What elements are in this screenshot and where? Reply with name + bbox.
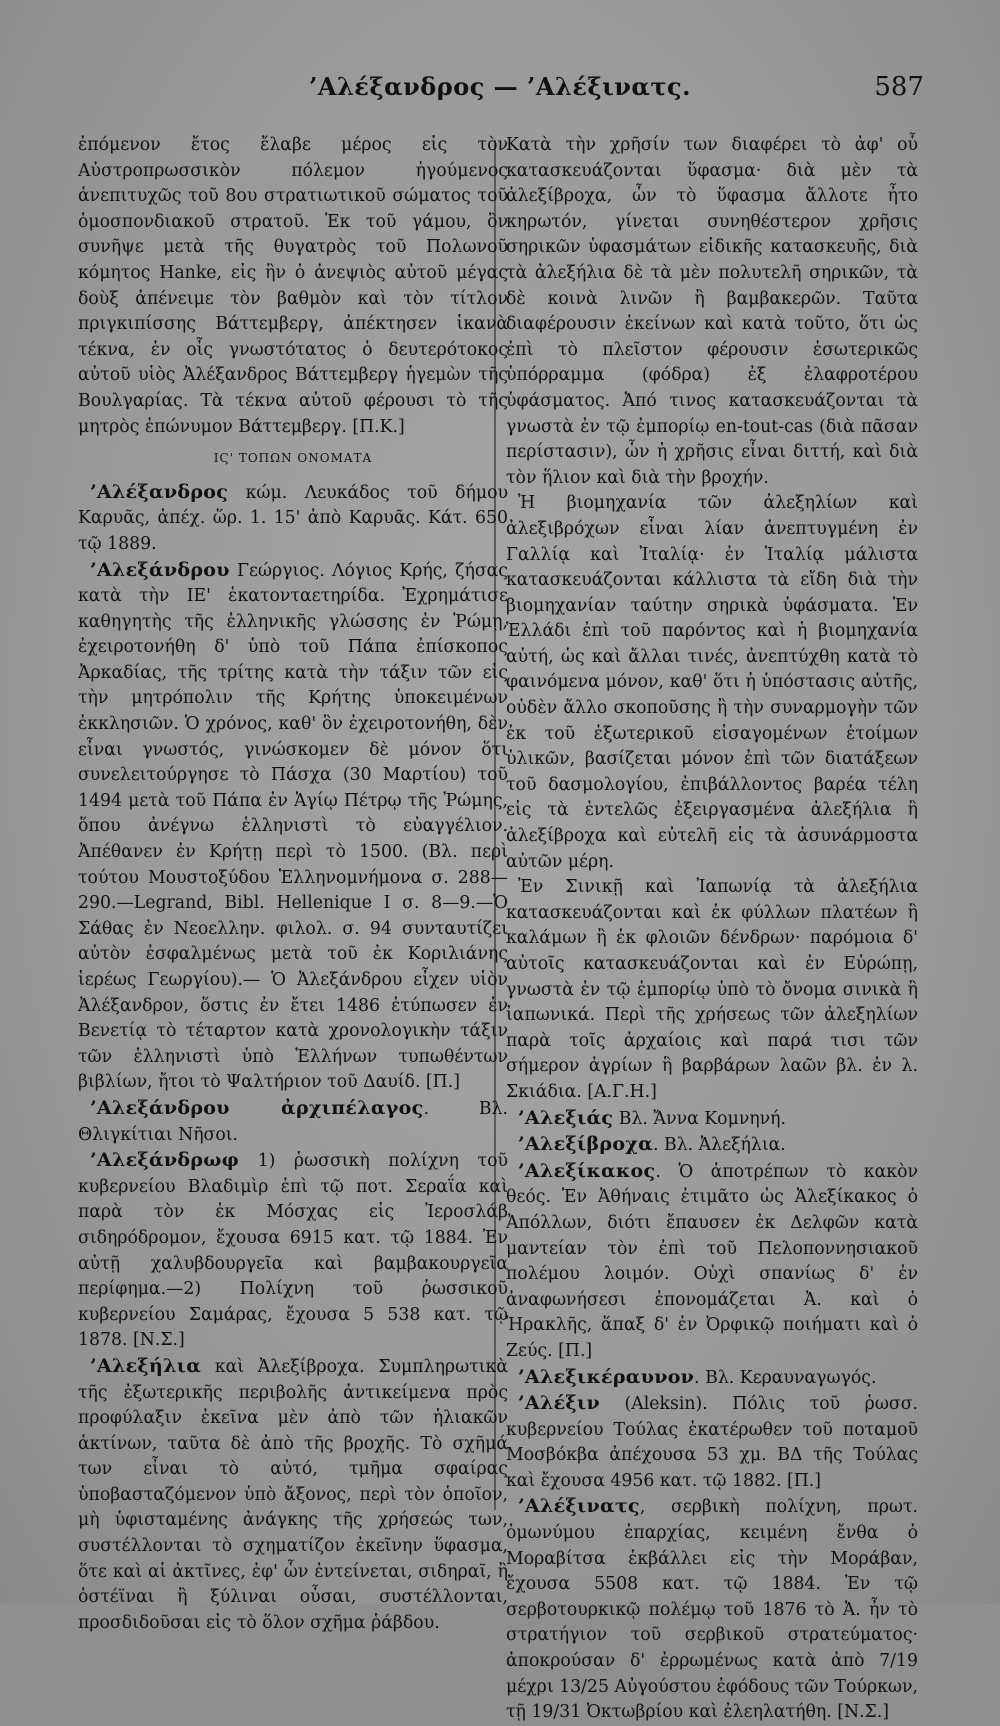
entry [78,558,508,1096]
entry [506,1159,918,1365]
paragraph: Κατὰ τὴν χρῆσίν των διαφέρει τὸ ἀφ' οὗ κατασκευάζονται ὕφασμα· διὰ μὲν τὰ ἀλεξίβροχα, ὧν τὸ ὕφασμα ἄλλοτε ἦτο κηρωτόν, γίνεται συνηθέστερον χρῆσις σηρικῶν ὑφασμάτων εἰδικῆς κατασκευῆς, διὰ τὰ ἀλεξήλια δὲ τὰ μὲν πολυτελῆ σηρικῶν, τὰ δὲ κοινὰ λινῶν ἢ βαμβακερῶν. Ταῦτα διαφέρουσιν ἐκείνων καὶ κατὰ τοῦτο, ὅτι ὡς ἐπὶ τὸ πλεῖστον φέρουσιν ἐσωτερικῶς ὑπόρραμμα (φόδρα) ἐξ ἐλαφροτέρου ὑφάσματος. Ἀπό τινος κατασκευάζονται τὰ γνωστὰ ἐν τῷ ἐμπορίῳ en-tout-cas (διὰ πᾶσαν περίστασιν), ὧν ἡ χρῆσις εἶναι διττή, καὶ διὰ τὸν ἥλιον καὶ διὰ τὴν βροχήν. [506,135,918,488]
running-title: ’Αλέξανδρος — ’Αλέξινατς. [309,72,691,101]
entry [78,1148,508,1354]
entry-text: (Aleksin). Πόλις τοῦ ῥωσσ. κυβερνείου Τούλας ἑκατέρωθεν τοῦ ποταμοῦ Μοσβόκβα ἀπέχουσα 53 χμ. ΒΔ τῆς Τούλας καὶ ἔχουσα 4956 κατ. τῷ 1882. [Π.] [506,1394,918,1491]
entry-text: κώμ. Λευκάδος τοῦ δήμου Καρυᾶς, ἀπέχ. ὥρ. 1. 15' ἀπὸ Καρυᾶς. Κάτ. 650 τῷ 1889. [78,482,508,554]
page-number: 587 [874,72,924,102]
section-caption: ΙϚ' ΤΟΠΩΝ ΟΝΟΜΑΤΑ [213,451,373,466]
entry-lemma: ’Αλεξίκακος [518,1159,656,1182]
entry-lemma: ’Αλεξάνδρου [90,558,230,581]
entry-lemma: ’Αλεξήλια [90,1354,202,1377]
left-column [78,133,508,1636]
entry-lemma: ’Αλέξιν [518,1392,600,1415]
entry-lemma: ’Αλέξανδρος [90,480,229,503]
entry [506,1365,918,1392]
right-column [506,133,918,1726]
entry-text: 1) ῥωσσικὴ πολίχνη τοῦ κυβερνείου Βλαδιμὶρ ἐπὶ τῷ ποτ. Σεραΐα καὶ παρὰ τὸν ἐκ Μόσχας εἰς Ἱεροσλάβ σιδηρόδρομον, ἔχουσα 6915 κατ. τῷ 1884. Ἐν αὐτῇ χαλυβδουργεῖα καὶ βαμβακουργεῖα περίφημα.—2) Πολίχνη τοῦ ῥωσσικοῦ κυβερνείου Σαμάρας, ἔχουσα 5 538 κατ. τῷ 1878. [Ν.Σ.] [78,1151,508,1351]
entry-lemma: ’Αλεξίβροχα [518,1133,654,1156]
entry-lemma: ’Αλέξινατς [518,1495,640,1518]
entry [506,1391,918,1494]
entry-text: Γεώργιος. Λόγιος Κρής, ζήσας κατὰ τὴν ΙΕ' ἑκατονταετηρίδα. Ἐχρημάτισε καθηγητὴς τῆς ἑλληνικῆς γλώσσης ἐν Ῥώμῃ, ἐχειροτονήθη δ' ὑπὸ τοῦ Πάπα ἐπίσκοπος Ἀρκαδίας, τῆς τρίτης κατὰ τὴν τάξιν τῶν εἰς τὴν μητρόπολιν τῆς Κρήτης ὑποκειμένων ἐκκλησιῶν. Ὁ χρόνος, καθ' ὃν ἐχειροτονήθη, δὲν εἶναι γνωστός, γινώσκομεν δὲ μόνον ὅτι συνελειτούργησε τὸ Πάσχα (30 Μαρτίου) τοῦ 1494 μετὰ τοῦ Πάπα ἐν Ἁγίῳ Πέτρῳ τῆς Ῥώμης, ὅπου ἀνέγνω ἑλληνιστὶ τὸ εὐαγγέλιον. Ἀπέθανεν ἐν Κρήτῃ περὶ τὸ 1500. (Βλ. περὶ τούτου Μουστοξύδου Ἑλληνομνήμονα σ. 288—290.—Legrand, Bibl. Hellenique I σ. 8—9.—Ὁ Σάθας ἐν Νεοελλην. φιλολ. σ. 94 συνταυτίζει αὐτὸν ἐσφαλμένως μετὰ τοῦ ἐκ Κοριλιάνης ἱερέως Γεωργίου).— Ὁ Ἀλεξάνδρου εἶχεν υἱὸν Ἀλέξανδρον, ὅστις ἐν ἔτει 1486 ἐτύπωσεν ἐν Βενετίᾳ τὸ τέταρτον κατὰ χρονολογικὴν τάξιν τῶν ἑλληνιστὶ ὑπὸ Ἑλλήνων τυπωθέντων βιβλίων, ἤτοι τὸ Ψαλτήριον τοῦ Δαυίδ. [Π.] [78,560,508,1093]
entry [506,1132,918,1159]
entry-text: καὶ Ἀλεξίβροχα. Συμπληρωτικὰ τῆς ἐξωτερικῆς περιβολῆς ἀντικείμενα πρὸς προφύλαξιν ἐκεῖνα μὲν ἀπὸ τῶν ἡλιακῶν ἀκτίνων, ταῦτα δὲ ἀπὸ τῆς βροχῆς. Τὸ σχῆμά των εἶναι τὸ αὐτό, τμῆμα σφαίρας ὑποβασταζόμενον ὑπὸ ἄξονος, περὶ τὸν ὁποῖον, μὴ ὑφισταμένης ἀνάγκης τῆς χρήσεώς των, συστέλλονται τὸ σχηματίζον ἐκεῖνην ὕφασμα, ὅτε καὶ αἱ ἀκτῖνες, ἐφ' ὧν ἐντείνεται, σιδηραῖ, ἢ ὀστέϊναι ἢ ξύλιναι οὖσαι, συστέλλονται, προσδιδοῦσαι εἰς τὸ ὅλον σχῆμα ῥάβδου. [78,1356,508,1633]
entry-lemma: ’Αλεξάνδρωφ [90,1149,240,1172]
entry-lemma: ’Αλεξάνδρου ἀρχιπέλαγος [90,1096,424,1119]
entry-lemma: ’Αλεξικέραυνον [518,1365,695,1388]
paragraph: Ἐν Σινικῇ καὶ Ἰαπωνίᾳ τὰ ἀλεξήλια κατασκευάζονται καὶ ἐκ φύλλων πλατέων ἢ καλάμων ἢ ἐκ φλοιῶν δένδρων· παρόμοια δ' αὐτοῖς κατασκευάζονται καὶ ἐν Εὐρώπῃ, γνωστὰ ἐν τῷ ἐμπορίῳ ὑπὸ τὸ ὄνομα σινικὰ ἢ ἰαπωνικά. Περὶ τῆς χρήσεως τῶν ἀλεξηλίων παρὰ τοῖς ἀρχαίοις καὶ παρά τισι τῶν σήμερον ἀγρίων ἢ βαρβάρων λαῶν βλ. ἐν λ. Σκιάδια. [Α.Γ.Η.] [506,877,918,1102]
entry-text: , σερβικὴ πολίχνη, πρωτ. ὁμωνύμου ἐπαρχίας, κειμένη ἔνθα ὁ Μοραβίτσα ἐκβάλλει εἰς τὴν Μοράβαν, ἔχουσα 5508 κατ. τῷ 1884. Ἐν τῷ σερβοτουρκικῷ πολέμῳ τοῦ 1876 τὸ Ἀ. ἦν τὸ στρατήγιον τοῦ σερβικοῦ στρατεύματος· ἀποκρούσαν δ' ἐρρωμένως κατὰ ἀπὸ 7/19 μέχρι 13/25 Αὐγούστου ἐφόδους τῶν Τούρκων, τῇ 19/31 Ὀκτωβρίου καὶ ἐλεηλατήθη. [Ν.Σ.] [506,1497,918,1723]
entry [506,1494,918,1725]
entry [78,1354,508,1637]
entry [78,1096,508,1148]
entry-text: . Βλ. Θλιγκίτιαι Νῆσοι. [78,1098,508,1145]
entry-lemma: ’Αλεξιάς [518,1106,614,1129]
entry-text: . Ὁ ἀποτρέπων τὸ κακὸν θεός. Ἐν Ἀθήναις ἐτιμᾶτο ὡς Ἀλεξίκακος ὁ Ἀπόλλων, διότι ἔπαυσεν ἐκ Δελφῶν κατὰ μαντείαν τὸν ἐπὶ τοῦ Πελοποννησιακοῦ πολέμου λοιμόν. Οὐχὶ σπανίως δ' ἐν ἀναφωνήσεσι ἐπονομάζεται Ἀ. καὶ ὁ Ἡρακλῆς, ἅπαξ δ' ἐν Ὀρφικῷ ποιήματι καὶ ὁ Ζεύς. [Π.] [506,1161,918,1361]
continued-paragraph: ἐπόμενον ἔτος ἔλαβε μέρος εἰς τὸν Αὐστροπρωσσικὸν πόλεμον ἡγούμενος ἀνεπιτυχῶς τοῦ 8ου στρατιωτικοῦ σώματος τοῦ ὁμοσπονδιακοῦ στρατοῦ. Ἐκ τοῦ γάμου, ὃν συνῆψε μετὰ τῆς θυγατρὸς τοῦ Πολωνοῦ κόμητος Hanke, εἰς ἣν ὁ ἀνεψιὸς αὐτοῦ μέγας δοὺξ ἀπένειμε τὸν βαθμὸν καὶ τὸν τίτλον πριγκιπίσσης Βάττεμβεργ, ἀπέκτησεν ἱκανὰ τέκνα, ἐν οἷς γνωστότατος ὁ δευτερότοκος αὐτοῦ υἱὸς Ἀλέξανδρος Βάττεμβεργ ἡγεμὼν τῆς Βουλγαρίας. Τὰ τέκνα αὐτοῦ φέρουσι τὸ τῆς μητρὸς ἐπώνυμον Βάττεμβεργ. [Π.Κ.] [78,135,508,437]
entry-text: . Βλ. Ἀλεξήλια. [653,1135,786,1156]
entry-text: . Βλ. Κεραυναγωγός. [694,1367,877,1388]
paragraph: Ἡ βιομηχανία τῶν ἀλεξηλίων καὶ ἀλεξιβρόχων εἶναι λίαν ἀνεπτυγμένη ἐν Γαλλίᾳ καὶ Ἰταλίᾳ· ἐν Ἰταλίᾳ μάλιστα κατασκευάζονται κάλλιστα τὰ εἴδη διὰ τὴν βιομηχανίαν ταύτην σηρικὰ ὑφάσματα. Ἐν Ἑλλάδι ἐπὶ τοῦ παρόντος καὶ ἡ βιομηχανία αὐτή, ὡς καὶ ἄλλαι τινές, ἀνεπτύχθη κατὰ τὸ φαινόμενα μόνον, καθ' ὅτι ἡ ὑπόστασις αὐτῆς, οὐδὲν ἄλλο σκοποῦσης ἢ τὴν συναρμογὴν τῶν ἐκ τοῦ ἐξωτερικοῦ εἰσαγομένων ἑτοίμων ὑλικῶν, βασίζεται μόνον ἐπὶ τῶν διατάξεων τοῦ δασμολογίου, ἐπιβάλλοντος βαρέα τέλη εἰς τὰ ἐντελῶς ἐξειργασμένα ἀλεξήλια ἢ ἀλεξίβροχα καὶ εὐτελῆ εἰς τὰ ἀσυνάρμοστα αὐτῶν μέρη. [506,493,918,872]
entry-text: Βλ. Ἄννα Κομνηνή. [613,1108,787,1129]
entry [506,1106,918,1133]
entry [78,480,508,558]
